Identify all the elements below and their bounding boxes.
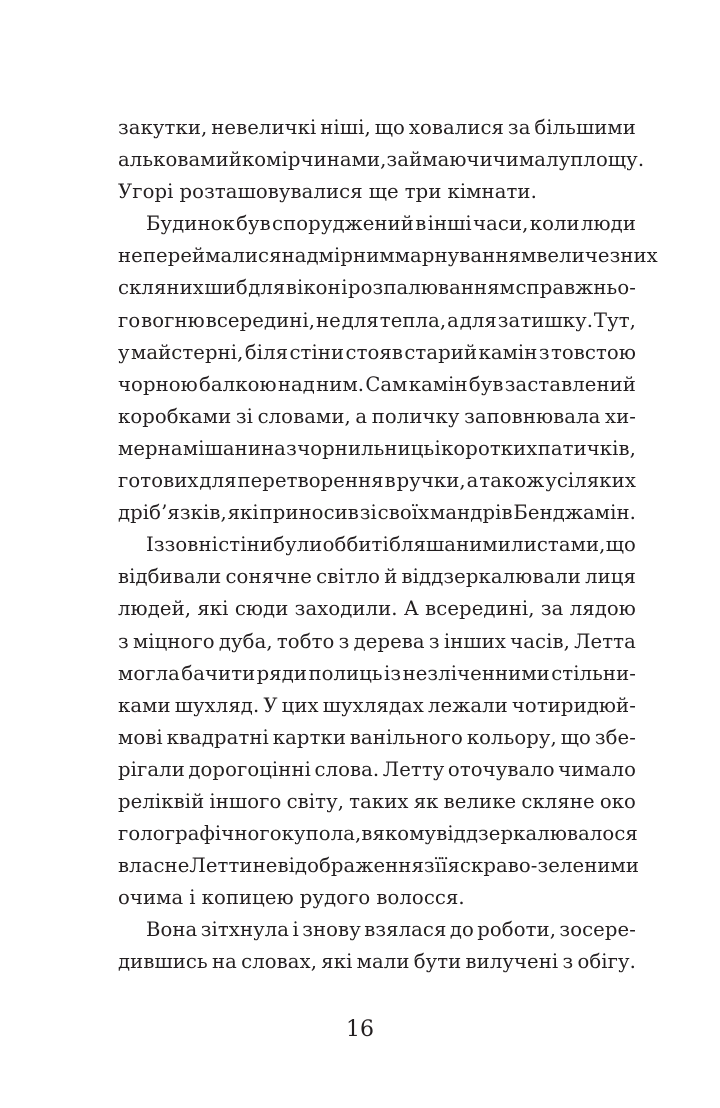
- word: не: [118, 244, 143, 268]
- word: зі: [235, 404, 254, 428]
- word: стояв: [345, 340, 404, 364]
- word: ніші,: [320, 116, 371, 139]
- word: приносив: [259, 501, 359, 525]
- word: в: [415, 212, 427, 236]
- word: власне: [118, 854, 190, 878]
- word: часи,: [473, 212, 529, 236]
- text-line: [118, 626, 636, 658]
- word: дившись: [118, 950, 208, 974]
- text-line: [118, 305, 636, 337]
- word: ками: [118, 693, 171, 717]
- word: до: [449, 918, 474, 942]
- word: ще: [368, 180, 399, 204]
- word: рудого: [299, 886, 371, 910]
- word: голографічного: [118, 822, 282, 846]
- word: вогню: [141, 308, 205, 332]
- word: ручки,: [396, 469, 466, 493]
- word: усіляких: [545, 469, 636, 493]
- word: Вона: [146, 918, 198, 942]
- word: займаючи: [386, 148, 493, 172]
- word: з: [562, 950, 574, 974]
- word: шиб: [204, 276, 248, 300]
- word: словами,: [257, 404, 351, 428]
- word: оббиті: [322, 533, 389, 557]
- word: старий: [404, 340, 478, 364]
- word: шухляд.: [174, 693, 260, 717]
- word: слова.: [314, 757, 380, 781]
- word: бляшаними: [389, 533, 511, 557]
- page-number: 16: [346, 1017, 374, 1042]
- word: ховалися: [408, 116, 505, 139]
- word: заставлений: [504, 372, 636, 396]
- word: її: [434, 854, 448, 878]
- text-line: [118, 658, 636, 690]
- word: Будинок: [146, 212, 235, 236]
- text-line: [118, 497, 636, 529]
- word: Угорі: [118, 180, 174, 204]
- text-line: [118, 144, 645, 176]
- word: хи-: [604, 404, 636, 428]
- word: всередині,: [425, 597, 535, 621]
- word: із: [384, 661, 402, 685]
- word: стіни: [289, 340, 345, 364]
- word: іншого: [209, 789, 282, 813]
- text-line: [118, 337, 636, 369]
- word: вилучені: [465, 950, 559, 974]
- word: три: [404, 180, 442, 204]
- word: був: [236, 212, 271, 236]
- word: Летта: [574, 629, 636, 653]
- word: чотиридюй-: [511, 693, 636, 717]
- word: лежали: [427, 693, 508, 717]
- word: мандрів: [430, 501, 513, 525]
- word: для: [341, 308, 379, 332]
- word: вікон: [285, 276, 341, 300]
- word: з: [423, 854, 435, 878]
- word: на: [211, 950, 237, 974]
- word: коли: [529, 212, 580, 236]
- word: Тут,: [593, 308, 636, 332]
- word: зосере-: [559, 918, 636, 942]
- word: бути: [413, 950, 462, 974]
- text-line: [118, 272, 636, 304]
- text-line: [118, 240, 658, 272]
- word: і: [341, 276, 348, 300]
- word: для: [248, 276, 286, 300]
- word: знову: [302, 918, 361, 942]
- word: відображення: [277, 854, 424, 878]
- word: світло: [316, 565, 381, 589]
- word: чималу: [492, 148, 571, 172]
- word: а: [355, 404, 368, 428]
- text-line: [118, 946, 636, 978]
- text-line: [118, 176, 636, 208]
- word: які: [197, 597, 229, 621]
- word: з: [286, 436, 297, 460]
- word: незліченними: [402, 661, 550, 685]
- word: за: [540, 597, 564, 621]
- word: й: [384, 565, 398, 589]
- word: оточувало: [447, 757, 555, 781]
- word: скляне: [521, 789, 595, 813]
- word: людей,: [118, 597, 192, 621]
- word: люди: [580, 212, 636, 236]
- word: очима: [118, 886, 184, 910]
- word: патичків,: [537, 436, 636, 460]
- word: мові: [118, 725, 163, 749]
- word: Бенджамін.: [513, 501, 636, 525]
- word: У: [263, 693, 278, 717]
- word: шухлядах: [322, 693, 424, 717]
- word: камін: [408, 372, 468, 396]
- word: мішанина: [182, 436, 286, 460]
- word: також: [479, 469, 545, 493]
- word: віддзеркалювалося: [436, 822, 638, 846]
- word: у: [118, 340, 130, 364]
- word: заходили.: [294, 597, 398, 621]
- word: і: [189, 886, 196, 910]
- text-line: [118, 850, 640, 882]
- word: закутки,: [118, 116, 208, 139]
- word: заповнювала: [464, 404, 601, 428]
- word: міцного: [132, 629, 215, 653]
- word: інші: [427, 212, 472, 236]
- word: купола,: [281, 822, 362, 846]
- page-body-text: [118, 112, 658, 979]
- word: розпалюванням: [348, 276, 516, 300]
- word: балкою: [199, 372, 277, 396]
- text-line: [118, 561, 636, 593]
- word: реліквій: [118, 789, 205, 813]
- word: комірчинами,: [241, 148, 387, 172]
- word: чимало: [558, 757, 636, 781]
- word: величезних: [536, 244, 658, 268]
- word: що: [605, 533, 636, 557]
- word: чорнильниць: [297, 436, 435, 460]
- word: копицею: [201, 886, 294, 910]
- word: надмірним: [281, 244, 395, 268]
- word: зі: [359, 501, 377, 525]
- word: око: [599, 789, 636, 813]
- word: справжньо-: [515, 276, 636, 300]
- word: Леттине: [189, 854, 278, 878]
- word: стіни: [218, 533, 273, 557]
- word: ним.: [316, 372, 365, 396]
- word: якому: [372, 822, 437, 846]
- word: дуба,: [218, 629, 273, 653]
- word: віддзеркалювали: [401, 565, 581, 589]
- word: з: [428, 629, 440, 653]
- word: лядою: [569, 597, 636, 621]
- word: яскраво-зеленими: [447, 854, 640, 878]
- text-line: [118, 882, 636, 914]
- word: затишку.: [497, 308, 594, 332]
- word: лиця: [585, 565, 636, 589]
- word: готових: [118, 469, 199, 493]
- word: волосся.: [376, 886, 465, 910]
- word: інших: [443, 629, 506, 653]
- word: могла: [118, 661, 180, 685]
- word: дорогоцінні: [188, 757, 311, 781]
- word: дерева: [353, 629, 425, 653]
- word: полиць: [308, 661, 383, 685]
- word: був: [468, 372, 504, 396]
- word: мали: [356, 950, 410, 974]
- word: в: [361, 822, 373, 846]
- word: тепла,: [379, 308, 447, 332]
- word: словах,: [241, 950, 318, 974]
- word: камін: [478, 340, 538, 364]
- word: чорною: [118, 372, 198, 396]
- word: поличку: [371, 404, 460, 428]
- word: обігу.: [577, 950, 636, 974]
- word: Летту: [382, 757, 445, 781]
- word: площу.: [570, 148, 645, 172]
- text-line: [118, 722, 636, 754]
- text-line: [118, 208, 636, 240]
- word: переймалися: [142, 244, 282, 268]
- word: з: [338, 629, 350, 653]
- word: мерна: [118, 436, 183, 460]
- word: своїх: [377, 501, 430, 525]
- word: а: [447, 308, 459, 332]
- word: споруджений: [272, 212, 414, 236]
- word: з: [538, 340, 550, 364]
- word: а: [466, 469, 479, 493]
- word: були: [273, 533, 323, 557]
- word: і: [292, 918, 299, 942]
- word: зітхнула: [200, 918, 290, 942]
- word: ряди: [256, 661, 308, 685]
- word: часів,: [510, 629, 570, 653]
- word: бачити: [181, 661, 256, 685]
- word: роботи,: [477, 918, 557, 942]
- word: для: [459, 308, 497, 332]
- word: що: [374, 116, 405, 139]
- text-line: [118, 690, 636, 722]
- text-line: [118, 754, 636, 786]
- word: Іззовні: [146, 533, 218, 557]
- word: картки: [272, 725, 347, 749]
- word: відбивали: [118, 565, 222, 589]
- word: коробками: [118, 404, 232, 428]
- word: дріб’язків,: [118, 501, 227, 525]
- word: і: [434, 436, 441, 460]
- word: світу,: [286, 789, 345, 813]
- text-line: [118, 401, 636, 433]
- word: над: [277, 372, 315, 396]
- word: більшими: [534, 116, 636, 139]
- word: невеличкі: [211, 116, 317, 139]
- text-line: [118, 529, 636, 561]
- text-line: [118, 369, 636, 401]
- word: скляних: [118, 276, 204, 300]
- word: листами,: [511, 533, 606, 557]
- text-line: [118, 433, 636, 465]
- word: таких: [349, 789, 409, 813]
- word: марнуванням: [394, 244, 537, 268]
- word: Сам: [365, 372, 408, 396]
- word: квадратні: [166, 725, 269, 749]
- word: не: [315, 308, 341, 332]
- word: альковами: [118, 148, 229, 172]
- word: за: [507, 116, 531, 139]
- word: для: [199, 469, 237, 493]
- word: й: [228, 148, 242, 172]
- word: кольору,: [466, 725, 557, 749]
- text-line: [118, 112, 636, 144]
- word: майстерні,: [130, 340, 244, 364]
- word: біля: [244, 340, 289, 364]
- word: сонячне: [225, 565, 312, 589]
- word: тобто: [276, 629, 335, 653]
- text-line: [118, 818, 636, 850]
- word: ванільного: [349, 725, 463, 749]
- word: А: [403, 597, 419, 621]
- word: збе-: [594, 725, 636, 749]
- word: взялася: [364, 918, 447, 942]
- text-line: [118, 914, 636, 946]
- word: розташовувалися: [179, 180, 363, 204]
- word: сюди: [234, 597, 289, 621]
- text-line: [118, 786, 636, 818]
- text-line: [118, 465, 636, 497]
- word: як: [413, 789, 439, 813]
- word: коротких: [441, 436, 538, 460]
- word: цих: [281, 693, 319, 717]
- word: які: [321, 950, 353, 974]
- word: з: [118, 629, 129, 653]
- word: товстою: [550, 340, 636, 364]
- word: всередині,: [205, 308, 316, 332]
- text-line: [118, 593, 636, 625]
- word: які: [227, 501, 259, 525]
- word: велике: [443, 789, 517, 813]
- word: кімнати.: [447, 180, 537, 204]
- word: перетворення: [237, 469, 384, 493]
- word: що: [560, 725, 591, 749]
- word: го: [118, 308, 141, 332]
- word: в: [384, 469, 396, 493]
- word: рігали: [118, 757, 185, 781]
- word: стільни-: [551, 661, 636, 685]
